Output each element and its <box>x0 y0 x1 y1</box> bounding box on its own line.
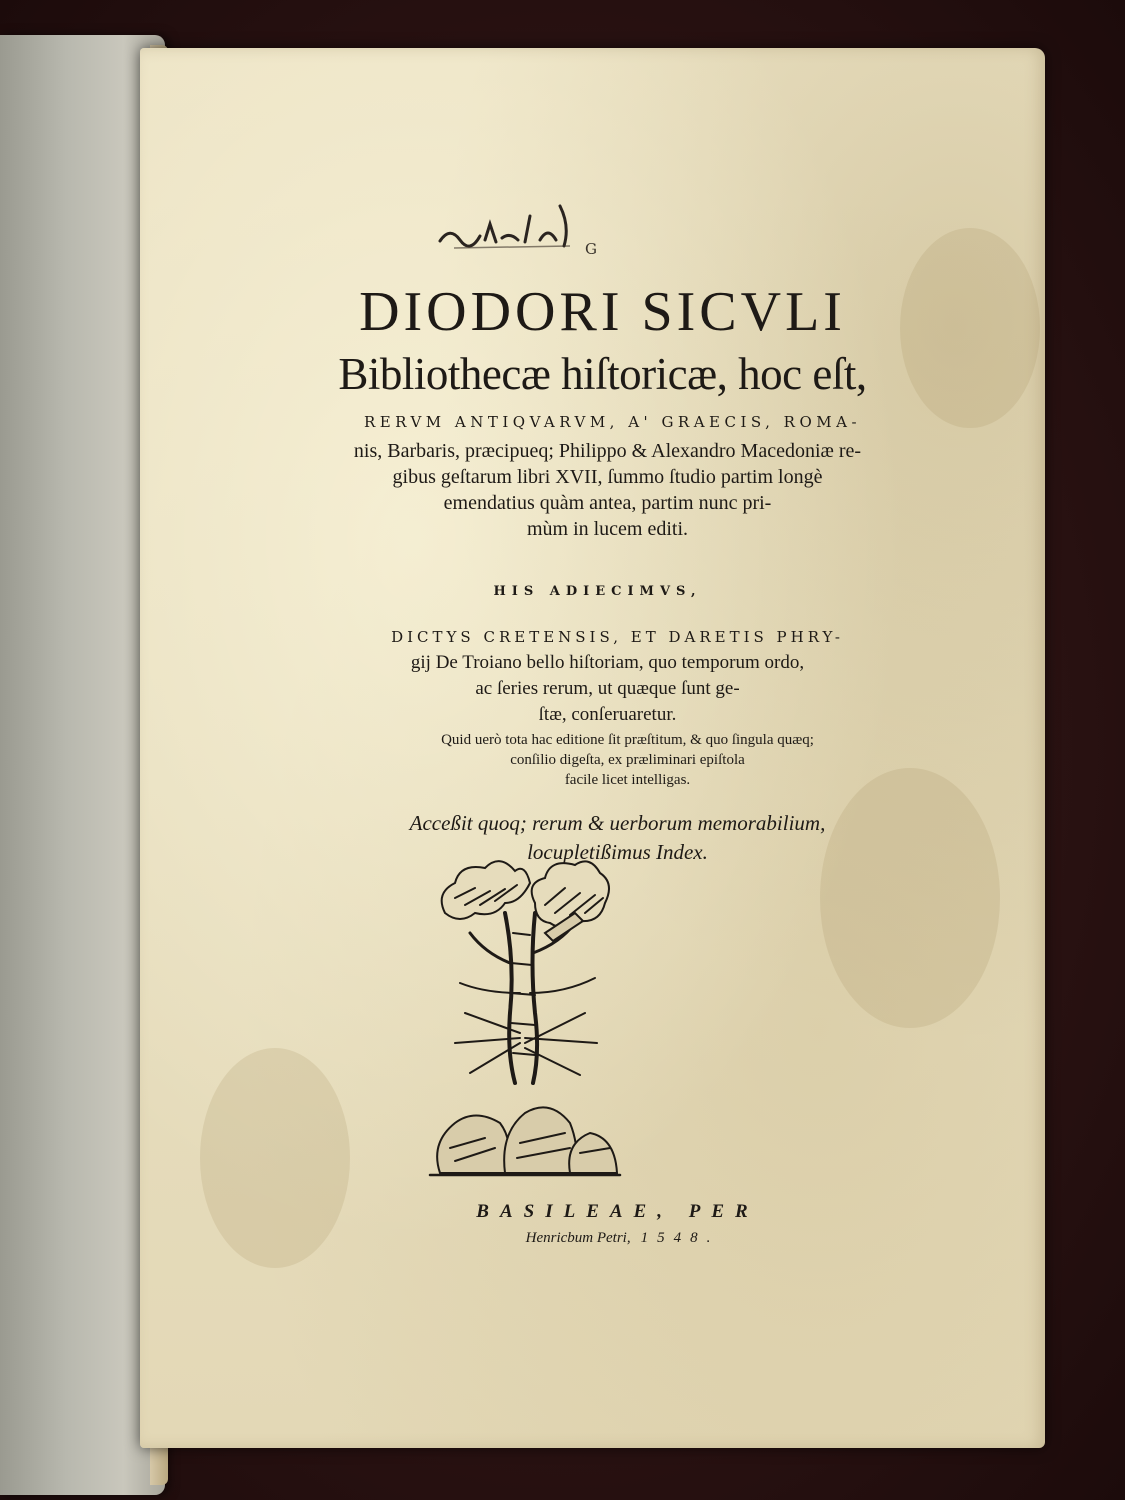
printer-line <box>170 1230 1075 1247</box>
header-small-caps: G <box>585 240 600 258</box>
page-stain <box>820 768 1000 1028</box>
dictys-body-line: gij De Troiano bello hiſtoriam, quo temporum ordo, <box>410 652 805 673</box>
body-line: emendatius quàm antea, partim nunc pri- <box>443 492 772 514</box>
body-line: gibus geſtarum libri XVII, ſummo ſtudio partim longè <box>392 466 823 488</box>
imprint-line: BASILEAE, PER <box>476 1201 759 1222</box>
body-line: nis, Barbaris, præcipueq; Philippo & Alexandro Macedoniæ re- <box>353 440 862 462</box>
quid-line: facile licet intelligas. <box>564 772 691 788</box>
page-title: DIODORI SICVLI <box>359 281 846 343</box>
caps-line: RERVM ANTIQVARVM, A' GRAECIS, ROMA- <box>363 413 862 431</box>
index-line: locupletißimus Index. <box>527 840 708 864</box>
quid-line: conſilio digeſta, ex præliminari epiſtola <box>510 752 745 768</box>
page-subtitle: Bibliothecæ hiſtoricæ, hoc eſt, <box>338 349 867 399</box>
title-page <box>140 48 1045 1448</box>
dictys-body-line: ac ſeries rerum, ut quæque ſunt ge- <box>475 678 740 699</box>
printer-name: Henricbum Petri, <box>525 1230 631 1246</box>
imprint-year: 1548. <box>640 1230 720 1246</box>
his-adiecimus-line: HIS ADIECIMVS, <box>493 584 702 599</box>
index-line: Acceßit quoq; rerum & uerborum memorabilium, <box>409 811 826 835</box>
dictys-body-line: ſtæ, conſeruaretur. <box>538 704 677 725</box>
tree-woodcut-icon <box>425 843 625 1178</box>
body-line: mùm in lucem editi. <box>526 518 689 540</box>
quid-line: Quid uerò tota hac editione ſit præſtitum, & quo ſingula quæq; <box>441 732 814 748</box>
dictys-line: DICTYS CRETENSIS, ET DARETIS PHRY- <box>391 628 844 646</box>
